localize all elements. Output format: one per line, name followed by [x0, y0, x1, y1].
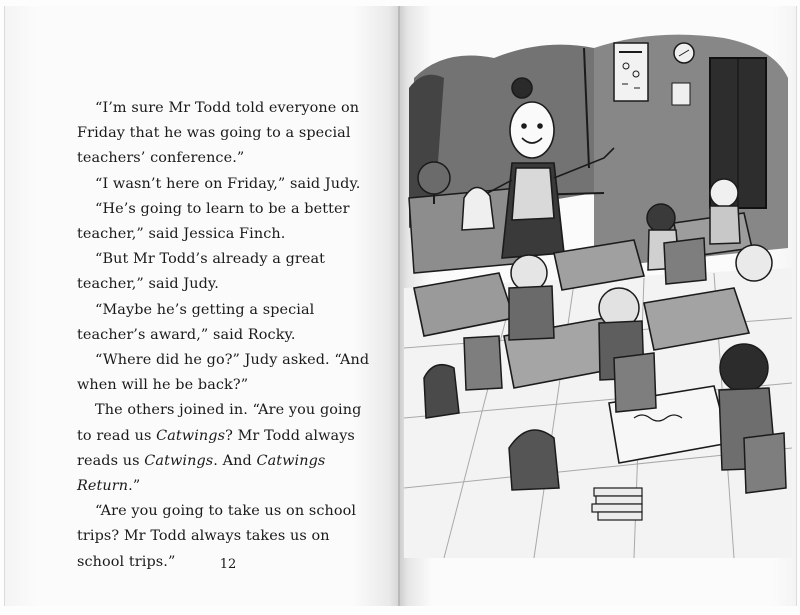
- paragraph: “I wasn’t here on Friday,” said Judy.: [95, 175, 361, 192]
- book-title: Catwings Return: [77, 452, 326, 495]
- paragraph: “Are you going to take us on school trips? Mr Todd always takes us on school trips.”: [77, 503, 357, 570]
- paragraph: The others joined in. “Are you going to read us Catwings? Mr Todd always reads us Catwings. And Catwings Return.”: [77, 402, 362, 495]
- paragraph: “Maybe he’s getting a special teacher’s award,” said Rocky.: [77, 301, 315, 343]
- classroom-illustration: [404, 18, 792, 558]
- paragraph: “I’m sure Mr Todd told everyone on Friday that he was going to a special teachers’ conference.”: [77, 100, 360, 167]
- book-title: Catwings: [156, 427, 226, 444]
- paragraph: “He’s going to learn to be a better teacher,” said Jessica Finch.: [77, 200, 350, 243]
- story-text: [77, 96, 377, 575]
- paragraph: “Where did he go?” Judy asked. “And when will he be back?”: [77, 352, 370, 394]
- book-title: Catwings: [144, 452, 214, 469]
- left-page: [4, 6, 401, 606]
- paragraph: “But Mr Todd’s already a great teacher,” said Judy.: [77, 251, 326, 293]
- page-number: 12: [219, 557, 237, 572]
